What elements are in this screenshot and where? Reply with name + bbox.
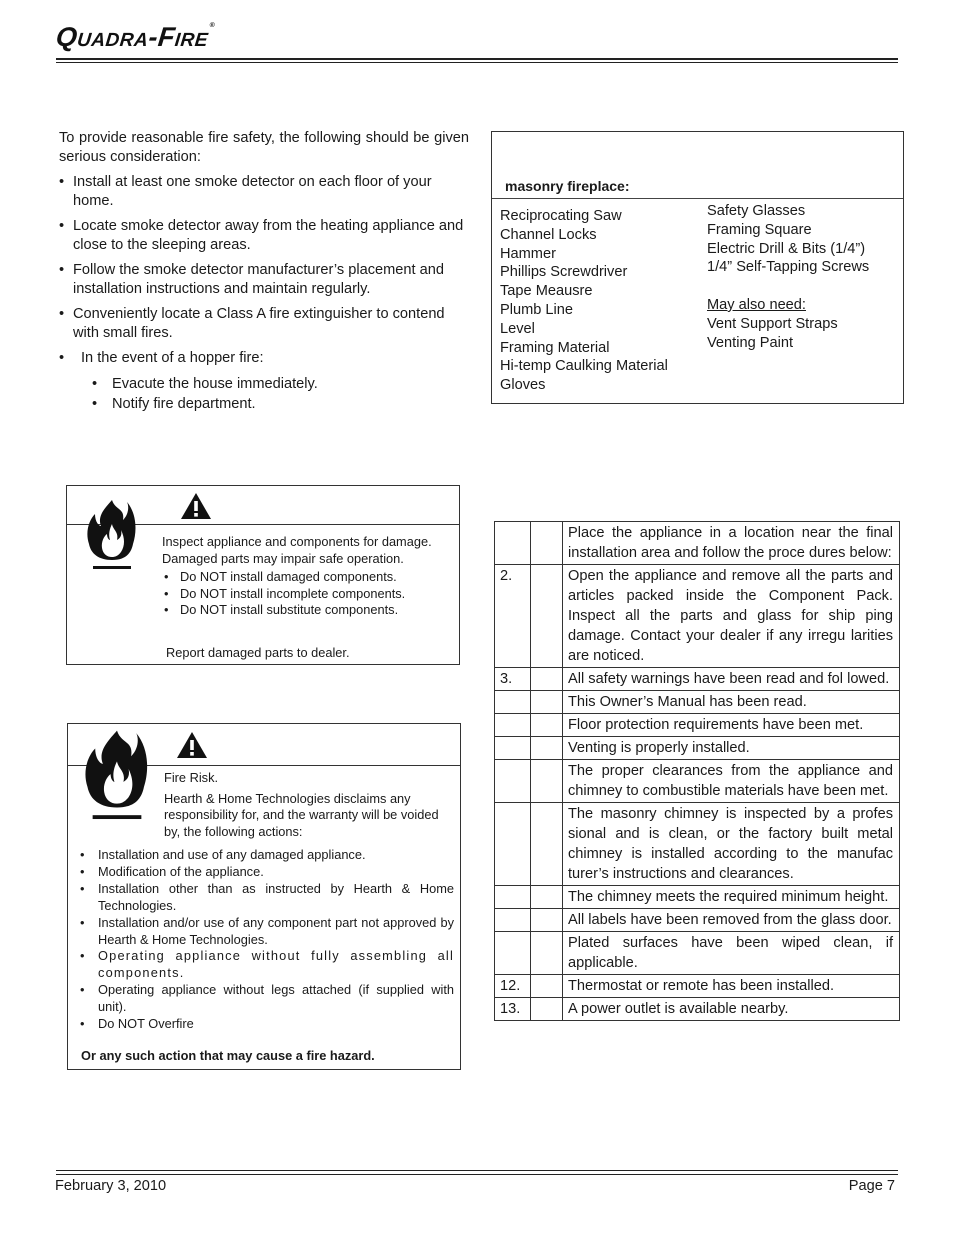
checkbox-cell: [531, 691, 563, 714]
step-text: Plated surfaces have been wiped clean, if applicable.: [563, 932, 900, 975]
fire-safety-list: [59, 173, 469, 414]
list-item: • Modification of the appliance.: [80, 864, 454, 881]
hopper-fire-label: In the event of a hopper fire:: [81, 350, 264, 366]
brand-logo: [54, 22, 215, 53]
table-row: [495, 714, 900, 737]
list-item: Tape Meausre: [500, 283, 593, 300]
list-item: Venting Paint: [707, 334, 794, 351]
warning-box-fire-risk: [67, 723, 461, 1070]
list-item: Reciprocating Saw: [500, 208, 622, 224]
list-item: • Follow the smoke detector manufacturer’s placement and installation instructions and maintain regularly.: [59, 261, 469, 299]
hopper-fire-item: [59, 349, 469, 414]
warning-fire-list: [80, 847, 454, 1033]
list-item: Framing Material: [500, 339, 610, 356]
step-number: [495, 760, 531, 803]
warning-fire-risk: Fire Risk.: [164, 770, 219, 785]
warning-triangle-icon: [176, 731, 208, 759]
list-item: • Do NOT Overfire: [80, 1016, 454, 1033]
step-text: Thermostat or remote has been installed.: [563, 975, 900, 998]
list-item: • Operating appliance without fully assembling all components.: [80, 948, 454, 982]
footer-rule-thin: [56, 1174, 898, 1175]
step-text: All safety warnings have been read and fol lowed.: [563, 668, 900, 691]
list-item: • Do NOT install incomplete components.: [162, 586, 432, 603]
warning-damage-report: Report damaged parts to dealer.: [166, 645, 350, 660]
list-item: • Do NOT install damaged components.: [162, 569, 432, 586]
list-item: • Installation and use of any damaged appliance.: [80, 847, 454, 864]
checkbox-cell: [531, 909, 563, 932]
checkbox-cell: [531, 932, 563, 975]
step-number: [495, 803, 531, 886]
checkbox-cell: [531, 565, 563, 668]
step-text: This Owner’s Manual has been read.: [563, 691, 900, 714]
footer-date: February 3, 2010: [55, 1178, 167, 1194]
step-number: [495, 932, 531, 975]
list-item: • Installation other than as instructed by Hearth & Home Technologies.: [80, 881, 454, 915]
list-item: • Install at least one smoke detector on each floor of your home.: [59, 173, 469, 211]
step-text: Floor protection requirements have been met.: [563, 714, 900, 737]
tools-list-left: [500, 207, 668, 395]
list-item: Phillips Screwdriver: [500, 264, 628, 281]
checkbox-cell: [531, 975, 563, 998]
step-text: A power outlet is available nearby.: [563, 998, 900, 1021]
footer-page-number: Page 7: [848, 1178, 895, 1194]
table-row: [495, 886, 900, 909]
tools-box: [491, 131, 904, 404]
step-number: [495, 886, 531, 909]
list-item: Framing Square: [707, 221, 812, 238]
fire-safety-intro: To provide reasonable fire safety, the following should be given serious consideration:: [59, 130, 469, 165]
table-row: [495, 932, 900, 975]
step-text: All labels have been removed from the glass door.: [563, 909, 900, 932]
step-number: [495, 714, 531, 737]
brand-name: Quadra-Fire: [54, 22, 210, 52]
list-item: Gloves: [500, 377, 546, 394]
step-number: [495, 522, 531, 565]
list-item: • Conveniently locate a Class A fire extinguisher to contend with small fires.: [59, 305, 469, 343]
step-number: 3.: [495, 668, 531, 691]
list-item: Vent Support Straps: [707, 315, 838, 332]
list-item: Hi-temp Caulking Material: [500, 358, 668, 375]
tools-heading: masonry fireplace:: [505, 178, 630, 194]
list-item: Safety Glasses: [707, 203, 806, 219]
tools-list-right: [707, 202, 869, 352]
step-text: Open the appliance and remove all the parts and articles packed inside the Component Pack. Inspect all the parts and glass for ship ping damage. Contact your dealer if any irregu larities are noticed.: [563, 565, 900, 668]
list-item: • Notify fire department.: [81, 395, 469, 414]
checkbox-cell: [531, 886, 563, 909]
step-number: [495, 909, 531, 932]
step-number: [495, 691, 531, 714]
step-number: 13.: [495, 998, 531, 1021]
step-number: [495, 737, 531, 760]
list-item: • Installation and/or use of any component part not approved by Hearth & Home Technologies.: [80, 915, 454, 949]
checkbox-cell: [531, 522, 563, 565]
warning-damage-list: [162, 569, 432, 619]
fire-hazard-icon: [85, 498, 139, 576]
list-item: Plumb Line: [500, 301, 574, 318]
trademark-symbol: ®: [209, 22, 216, 29]
list-item: 1/4” Self-Tapping Screws: [707, 259, 870, 276]
table-row: [495, 803, 900, 886]
header-rule: [56, 58, 898, 60]
warning-triangle-icon: [180, 492, 212, 520]
table-row: [495, 975, 900, 998]
step-text: The masonry chimney is inspected by a profes sional and is clean, or the factory built metal chimney is installed according to the manufac turer’s instructions and clearances.: [563, 803, 900, 886]
checkbox-cell: [531, 803, 563, 886]
warning-fire-disclaimer: Hearth & Home Technologies disclaims any responsibility for, and the warranty will be voided by, the following actions:: [164, 790, 439, 839]
step-text: Place the appliance in a location near the final installation area and follow the proce dures below:: [563, 522, 900, 565]
footer-rule: [56, 1170, 898, 1171]
list-item: • Operating appliance without legs attached (if supplied with unit).: [80, 982, 454, 1016]
installation-checklist: [494, 521, 900, 1021]
list-item: Channel Locks: [500, 226, 597, 243]
step-text: The proper clearances from the appliance and chimney to combustible materials have been met.: [563, 760, 900, 803]
fire-safety-section: [59, 129, 469, 420]
checkbox-cell: [531, 668, 563, 691]
list-item: • Evacute the house immediately.: [81, 375, 469, 394]
spacer: [707, 277, 869, 296]
fire-hazard-icon: [82, 728, 152, 828]
table-row: [495, 565, 900, 668]
warning-fire-text: [164, 770, 444, 844]
divider: [492, 198, 903, 199]
table-row: [495, 998, 900, 1021]
table-row: [495, 909, 900, 932]
step-text: The chimney meets the required minimum height.: [563, 886, 900, 909]
table-row: [495, 668, 900, 691]
list-item: Level: [500, 320, 535, 337]
hopper-fire-steps: [81, 375, 469, 414]
header-rule-thin: [56, 62, 898, 63]
list-item: • Locate smoke detector away from the heating appliance and close to the sleeping areas.: [59, 217, 469, 255]
table-row: [495, 522, 900, 565]
table-row: [495, 760, 900, 803]
warning-fire-closing: Or any such action that may cause a fire hazard.: [81, 1048, 375, 1063]
table-row: [495, 737, 900, 760]
checklist-body: [495, 522, 900, 1021]
step-number: 12.: [495, 975, 531, 998]
checkbox-cell: [531, 737, 563, 760]
warning-damage-intro: Inspect appliance and components for damage. Damaged parts may impair safe operation.: [162, 534, 432, 566]
checkbox-cell: [531, 760, 563, 803]
table-row: [495, 691, 900, 714]
warning-box-damage: [66, 485, 460, 665]
checkbox-cell: [531, 998, 563, 1021]
may-also-need-label: May also need:: [707, 296, 806, 313]
list-item: Hammer: [500, 245, 556, 262]
list-item: • Do NOT install substitute components.: [162, 602, 432, 619]
list-item: Electric Drill & Bits (1/4”): [707, 240, 866, 257]
checkbox-cell: [531, 714, 563, 737]
step-number: 2.: [495, 565, 531, 668]
step-text: Venting is properly installed.: [563, 737, 900, 760]
warning-damage-text: [162, 534, 432, 619]
